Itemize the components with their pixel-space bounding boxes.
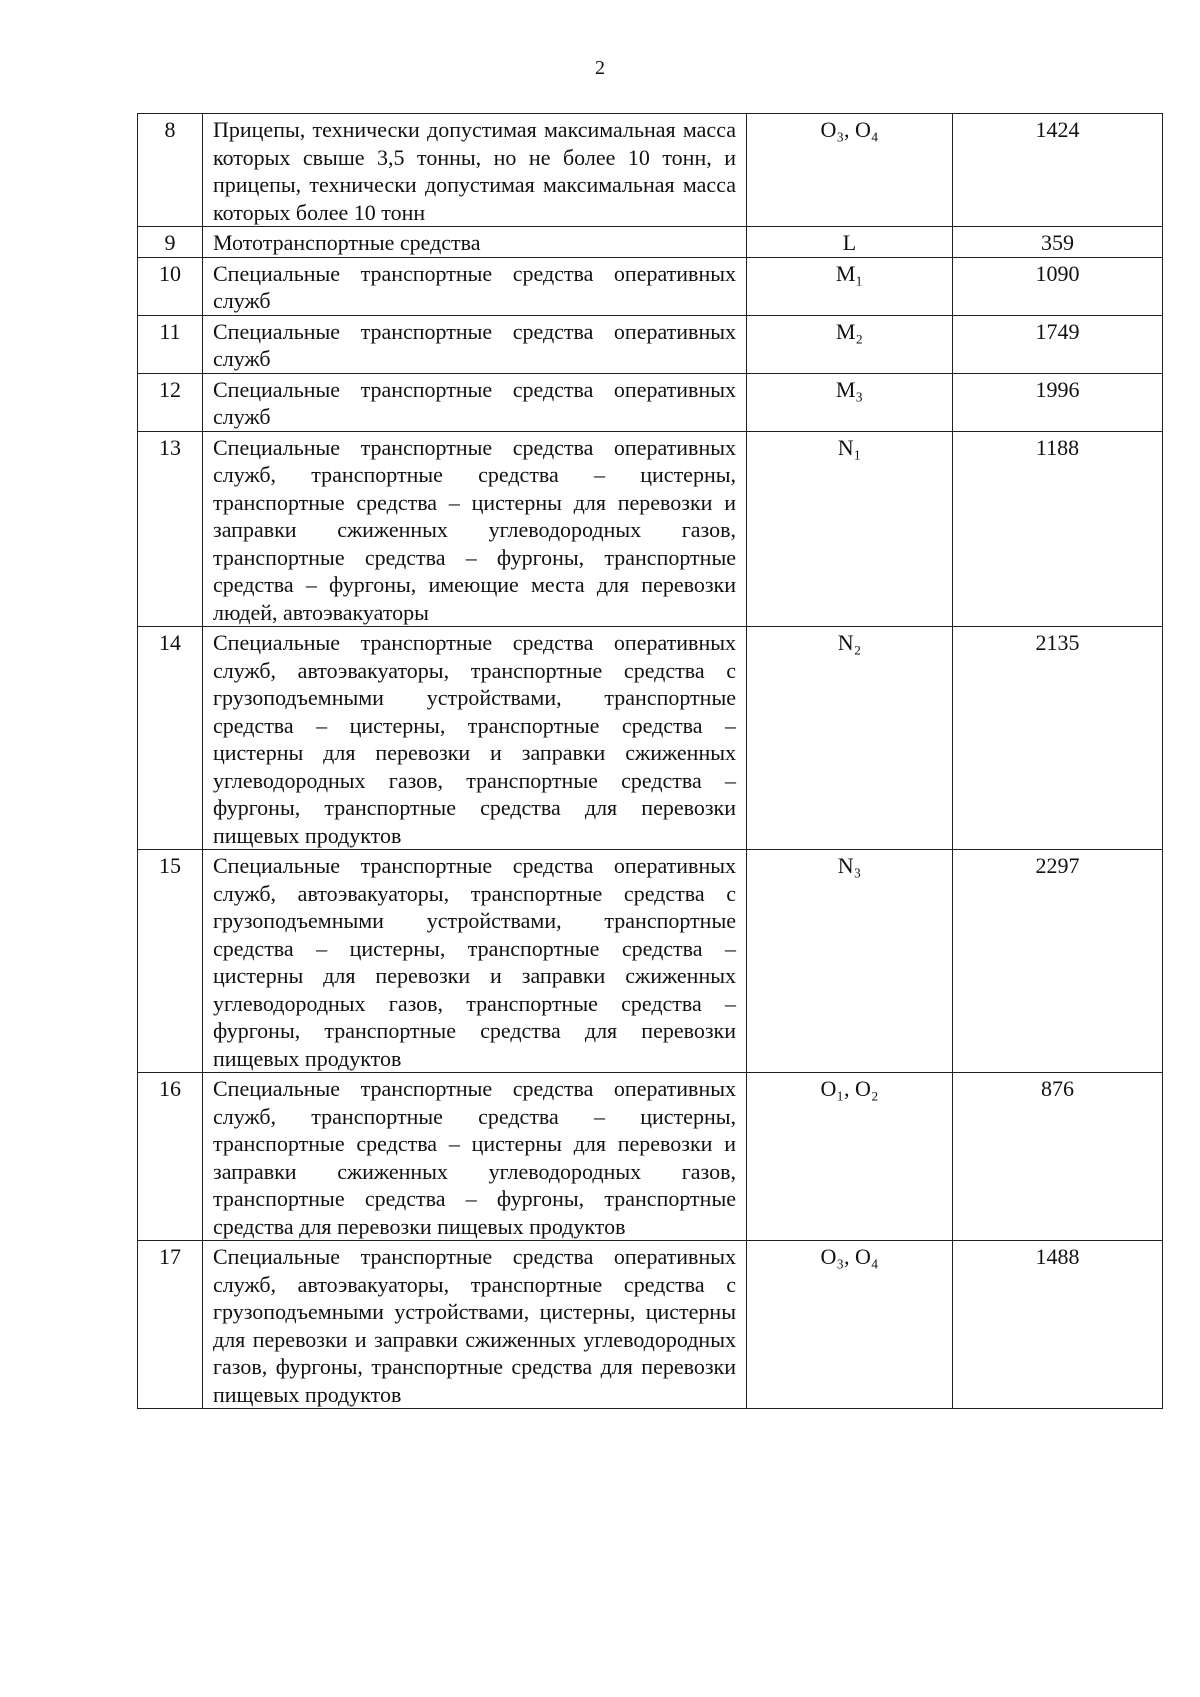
vehicle-category-text: N₂ [837, 630, 862, 655]
table-row [138, 1073, 1163, 1241]
row-number: 14 [138, 627, 203, 850]
vehicle-category [747, 1073, 953, 1241]
tariff-value: 359 [953, 227, 1163, 258]
table-row [138, 315, 1163, 373]
vehicle-category-text: N₃ [837, 853, 862, 878]
row-number: 13 [138, 431, 203, 627]
table-row [138, 627, 1163, 850]
table-row [138, 114, 1163, 227]
row-number: 16 [138, 1073, 203, 1241]
vehicle-description: Специальные транспортные средства оперативных служб, автоэвакуаторы, транспортные средства с грузоподъемными устройствами, транспортные средства – цистерны, транспортные средства – цистерны для перевозки и заправки сжиженных углеводородных газов, транспортные средства – фургоны, транспортные средства для перевозки пищевых продуктов [203, 627, 747, 850]
table-row [138, 1241, 1163, 1409]
vehicle-description: Прицепы, технически допустимая максимальная масса которых свыше 3,5 тонны, но не более 10 тонн, и прицепы, технически допустимая максимальная масса которых более 10 тонн [203, 114, 747, 227]
tariff-value: 1996 [953, 373, 1163, 431]
vehicle-category [747, 373, 953, 431]
vehicle-description: Специальные транспортные средства оперативных служб [203, 257, 747, 315]
row-number: 17 [138, 1241, 203, 1409]
vehicle-category [747, 431, 953, 627]
table-row [138, 431, 1163, 627]
page-number: 2 [595, 57, 605, 79]
vehicle-category-text: N₁ [837, 434, 862, 460]
vehicle-description: Специальные транспортные средства оперативных служб, транспортные средства – цистерны, транспортные средства – цистерны для перевозки и заправки сжиженных углеводородных газов, транспортные средства – фургоны, транспортные средства – фургоны, имеющие места для перевозки людей, автоэвакуаторы [203, 431, 747, 627]
vehicle-description: Специальные транспортные средства оперативных служб [203, 373, 747, 431]
vehicle-category [747, 627, 953, 850]
tariff-value: 2297 [953, 850, 1163, 1073]
vehicle-description: Специальные транспортные средства оперативных служб [203, 315, 747, 373]
vehicle-description: Специальные транспортные средства оперативных служб, автоэвакуаторы, транспортные средства с грузоподъемными устройствами, транспортные средства – цистерны, транспортные средства – цистерны для перевозки и заправки сжиженных углеводородных газов, транспортные средства – фургоны, транспортные средства для перевозки пищевых продуктов [203, 850, 747, 1073]
vehicle-category-text: O₁, O₂ [820, 1076, 879, 1101]
vehicle-category-text: L [842, 230, 857, 255]
table-row [138, 257, 1163, 315]
tariff-value: 1188 [953, 431, 1163, 627]
vehicle-category [747, 315, 953, 373]
row-number: 11 [138, 315, 203, 373]
row-number: 8 [138, 114, 203, 227]
vehicle-category-text: M₂ [835, 318, 864, 344]
vehicle-category [747, 257, 953, 315]
vehicle-description: Мототранспортные средства [203, 227, 747, 258]
tariff-value: 1090 [953, 257, 1163, 315]
table-row [138, 373, 1163, 431]
tariff-value: 1749 [953, 315, 1163, 373]
vehicle-description: Специальные транспортные средства оперативных служб, транспортные средства – цистерны, транспортные средства – цистерны для перевозки и заправки сжиженных углеводородных газов, транспортные средства – фургоны, транспортные средства для перевозки пищевых продуктов [203, 1073, 747, 1241]
tariff-value: 1488 [953, 1241, 1163, 1409]
row-number: 10 [138, 257, 203, 315]
tariff-value: 2135 [953, 627, 1163, 850]
table-row [138, 227, 1163, 258]
row-number: 9 [138, 227, 203, 258]
vehicle-category [747, 850, 953, 1073]
vehicle-category-text: M₁ [835, 260, 864, 286]
row-number: 15 [138, 850, 203, 1073]
tariff-value: 876 [953, 1073, 1163, 1241]
tariff-table [137, 113, 1163, 1409]
table-row [138, 850, 1163, 1073]
vehicle-category-text: O₃, O₄ [820, 1244, 879, 1269]
vehicle-category-text: O₃, O₄ [820, 117, 879, 142]
row-number: 12 [138, 373, 203, 431]
vehicle-category [747, 1241, 953, 1409]
vehicle-category-text: M₃ [835, 376, 864, 402]
vehicle-category [747, 114, 953, 227]
tariff-value: 1424 [953, 114, 1163, 227]
vehicle-description: Специальные транспортные средства оперативных служб, автоэвакуаторы, транспортные средства с грузоподъемными устройствами, цистерны, цистерны для перевозки и заправки сжиженных углеводородных газов, фургоны, транспортные средства для перевозки пищевых продуктов [203, 1241, 747, 1409]
vehicle-category [747, 227, 953, 258]
